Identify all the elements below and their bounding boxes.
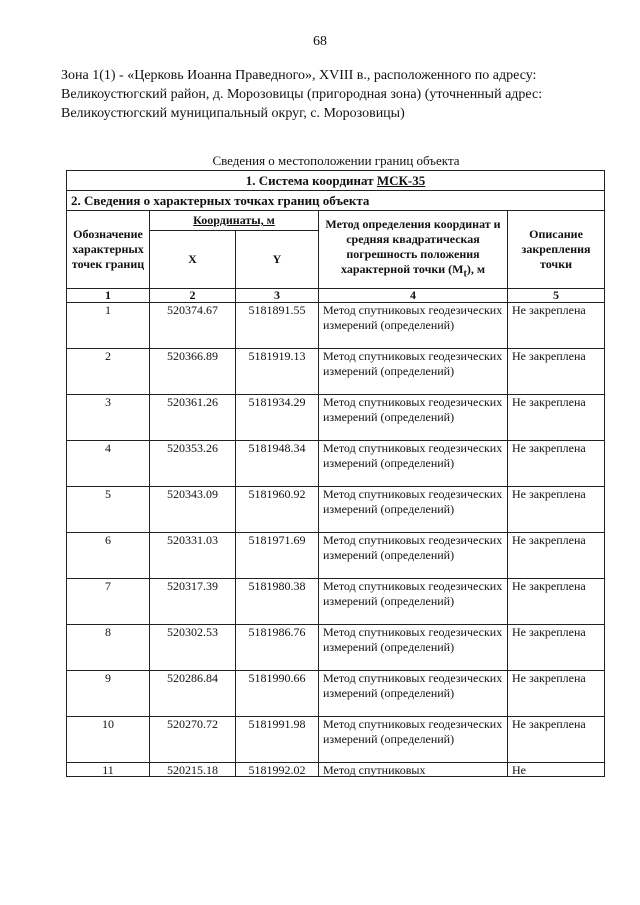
table-row — [67, 717, 605, 763]
fixation-cell: Не закреплена — [508, 579, 605, 625]
coord-x: 520366.89 — [150, 349, 236, 395]
method-cell: Метод спутниковых геодезических измерений (определений) — [319, 395, 508, 441]
table-row — [67, 395, 605, 441]
point-number: 2 — [67, 349, 150, 395]
header-method: Метод определения координат и средняя квадратическая погрешность положения характерной точки $(M_t)$, м — [319, 211, 508, 289]
coord-x: 520331.03 — [150, 533, 236, 579]
coord-y: 5181991.98 — [236, 717, 319, 763]
column-number: 5 — [508, 289, 605, 303]
method-cell: Метод спутниковых геодезических измерений (определений) — [319, 625, 508, 671]
header-y: Y — [236, 231, 319, 289]
table-row — [67, 487, 605, 533]
method-cell: Метод спутниковых — [319, 763, 508, 777]
point-number: 10 — [67, 717, 150, 763]
table-row — [67, 303, 605, 349]
coord-y: 5181986.76 — [236, 625, 319, 671]
method-cell: Метод спутниковых геодезических измерений (определений) — [319, 349, 508, 395]
coordinate-system-label: 1. Система координат — [245, 172, 374, 188]
coord-y: 5181990.66 — [236, 671, 319, 717]
fixation-cell: Не закреплена — [508, 625, 605, 671]
coord-y: 5181971.69 — [236, 533, 319, 579]
table-row — [67, 349, 605, 395]
coord-x: 520374.67 — [150, 303, 236, 349]
header-coordinates: Координаты, м — [150, 211, 319, 231]
coord-y: 5181948.34 — [236, 441, 319, 487]
fixation-cell: Не закреплена — [508, 395, 605, 441]
boundary-points-table — [66, 170, 605, 777]
page-number: 68 — [313, 34, 327, 49]
fixation-cell: Не — [508, 763, 605, 777]
point-number: 1 — [67, 303, 150, 349]
fixation-cell: Не закреплена — [508, 487, 605, 533]
method-cell: Метод спутниковых геодезических измерений (определений) — [319, 487, 508, 533]
coord-y: 5181919.13 — [236, 349, 319, 395]
coord-x: 520215.18 — [150, 763, 236, 777]
method-cell: Метод спутниковых геодезических измерений (определений) — [319, 717, 508, 763]
table-row — [67, 579, 605, 625]
method-cell: Метод спутниковых геодезических измерений (определений) — [319, 441, 508, 487]
coord-x: 520317.39 — [150, 579, 236, 625]
header-description: Описание закрепления точки — [508, 211, 605, 289]
table-row — [67, 763, 605, 777]
column-number: 4 — [319, 289, 508, 303]
coord-x: 520286.84 — [150, 671, 236, 717]
coord-x: 520302.53 — [150, 625, 236, 671]
coord-y: 5181992.02 — [236, 763, 319, 777]
point-number: 8 — [67, 625, 150, 671]
point-number: 5 — [67, 487, 150, 533]
point-number: 11 — [67, 763, 150, 777]
method-cell: Метод спутниковых геодезических измерений (определений) — [319, 671, 508, 717]
coord-x: 520361.26 — [150, 395, 236, 441]
column-number: 2 — [150, 289, 236, 303]
coord-x: 520270.72 — [150, 717, 236, 763]
fixation-cell: Не закреплена — [508, 441, 605, 487]
zone-description: Зона 1(1) - «Церковь Иоанна Праведного», XVIII в., расположенного по адресу: Великоустюгский район, д. Морозовицы (пригородная зона) (уточненный адрес: Великоустюгский муниципальный округ, с. Морозовицы) — [61, 68, 543, 121]
coord-y: 5181980.38 — [236, 579, 319, 625]
column-number: 1 — [67, 289, 150, 303]
coord-x: 520353.26 — [150, 441, 236, 487]
table-row — [67, 625, 605, 671]
column-number-row — [67, 289, 605, 303]
coordinate-system-name: МСК-35 — [376, 172, 426, 188]
coord-x: 520343.09 — [150, 487, 236, 533]
table-row — [67, 533, 605, 579]
point-number: 7 — [67, 579, 150, 625]
coord-y: 5181934.29 — [236, 395, 319, 441]
method-cell: Метод спутниковых геодезических измерений (определений) — [319, 579, 508, 625]
fixation-cell: Не закреплена — [508, 671, 605, 717]
points-section-heading: 2. Сведения о характерных точках границ объекта — [67, 191, 605, 211]
point-number: 9 — [67, 671, 150, 717]
point-number: 4 — [67, 441, 150, 487]
table-row — [67, 441, 605, 487]
fixation-cell: Не закреплена — [508, 533, 605, 579]
coord-y: 5181960.92 — [236, 487, 319, 533]
column-number: 3 — [236, 289, 319, 303]
fixation-cell: Не закреплена — [508, 349, 605, 395]
table-row — [67, 671, 605, 717]
fixation-cell: Не закреплена — [508, 717, 605, 763]
method-cell: Метод спутниковых геодезических измерений (определений) — [319, 303, 508, 349]
fixation-cell: Не закреплена — [508, 303, 605, 349]
coord-y: 5181891.55 — [236, 303, 319, 349]
header-point-id: Обозначение характерных точек границ — [67, 211, 150, 289]
point-number: 6 — [67, 533, 150, 579]
table-caption: Сведения о местоположении границ объекта — [212, 153, 460, 168]
method-cell: Метод спутниковых геодезических измерений (определений) — [319, 533, 508, 579]
point-number: 3 — [67, 395, 150, 441]
header-x: X — [150, 231, 236, 289]
coordinate-system-heading — [67, 171, 605, 191]
